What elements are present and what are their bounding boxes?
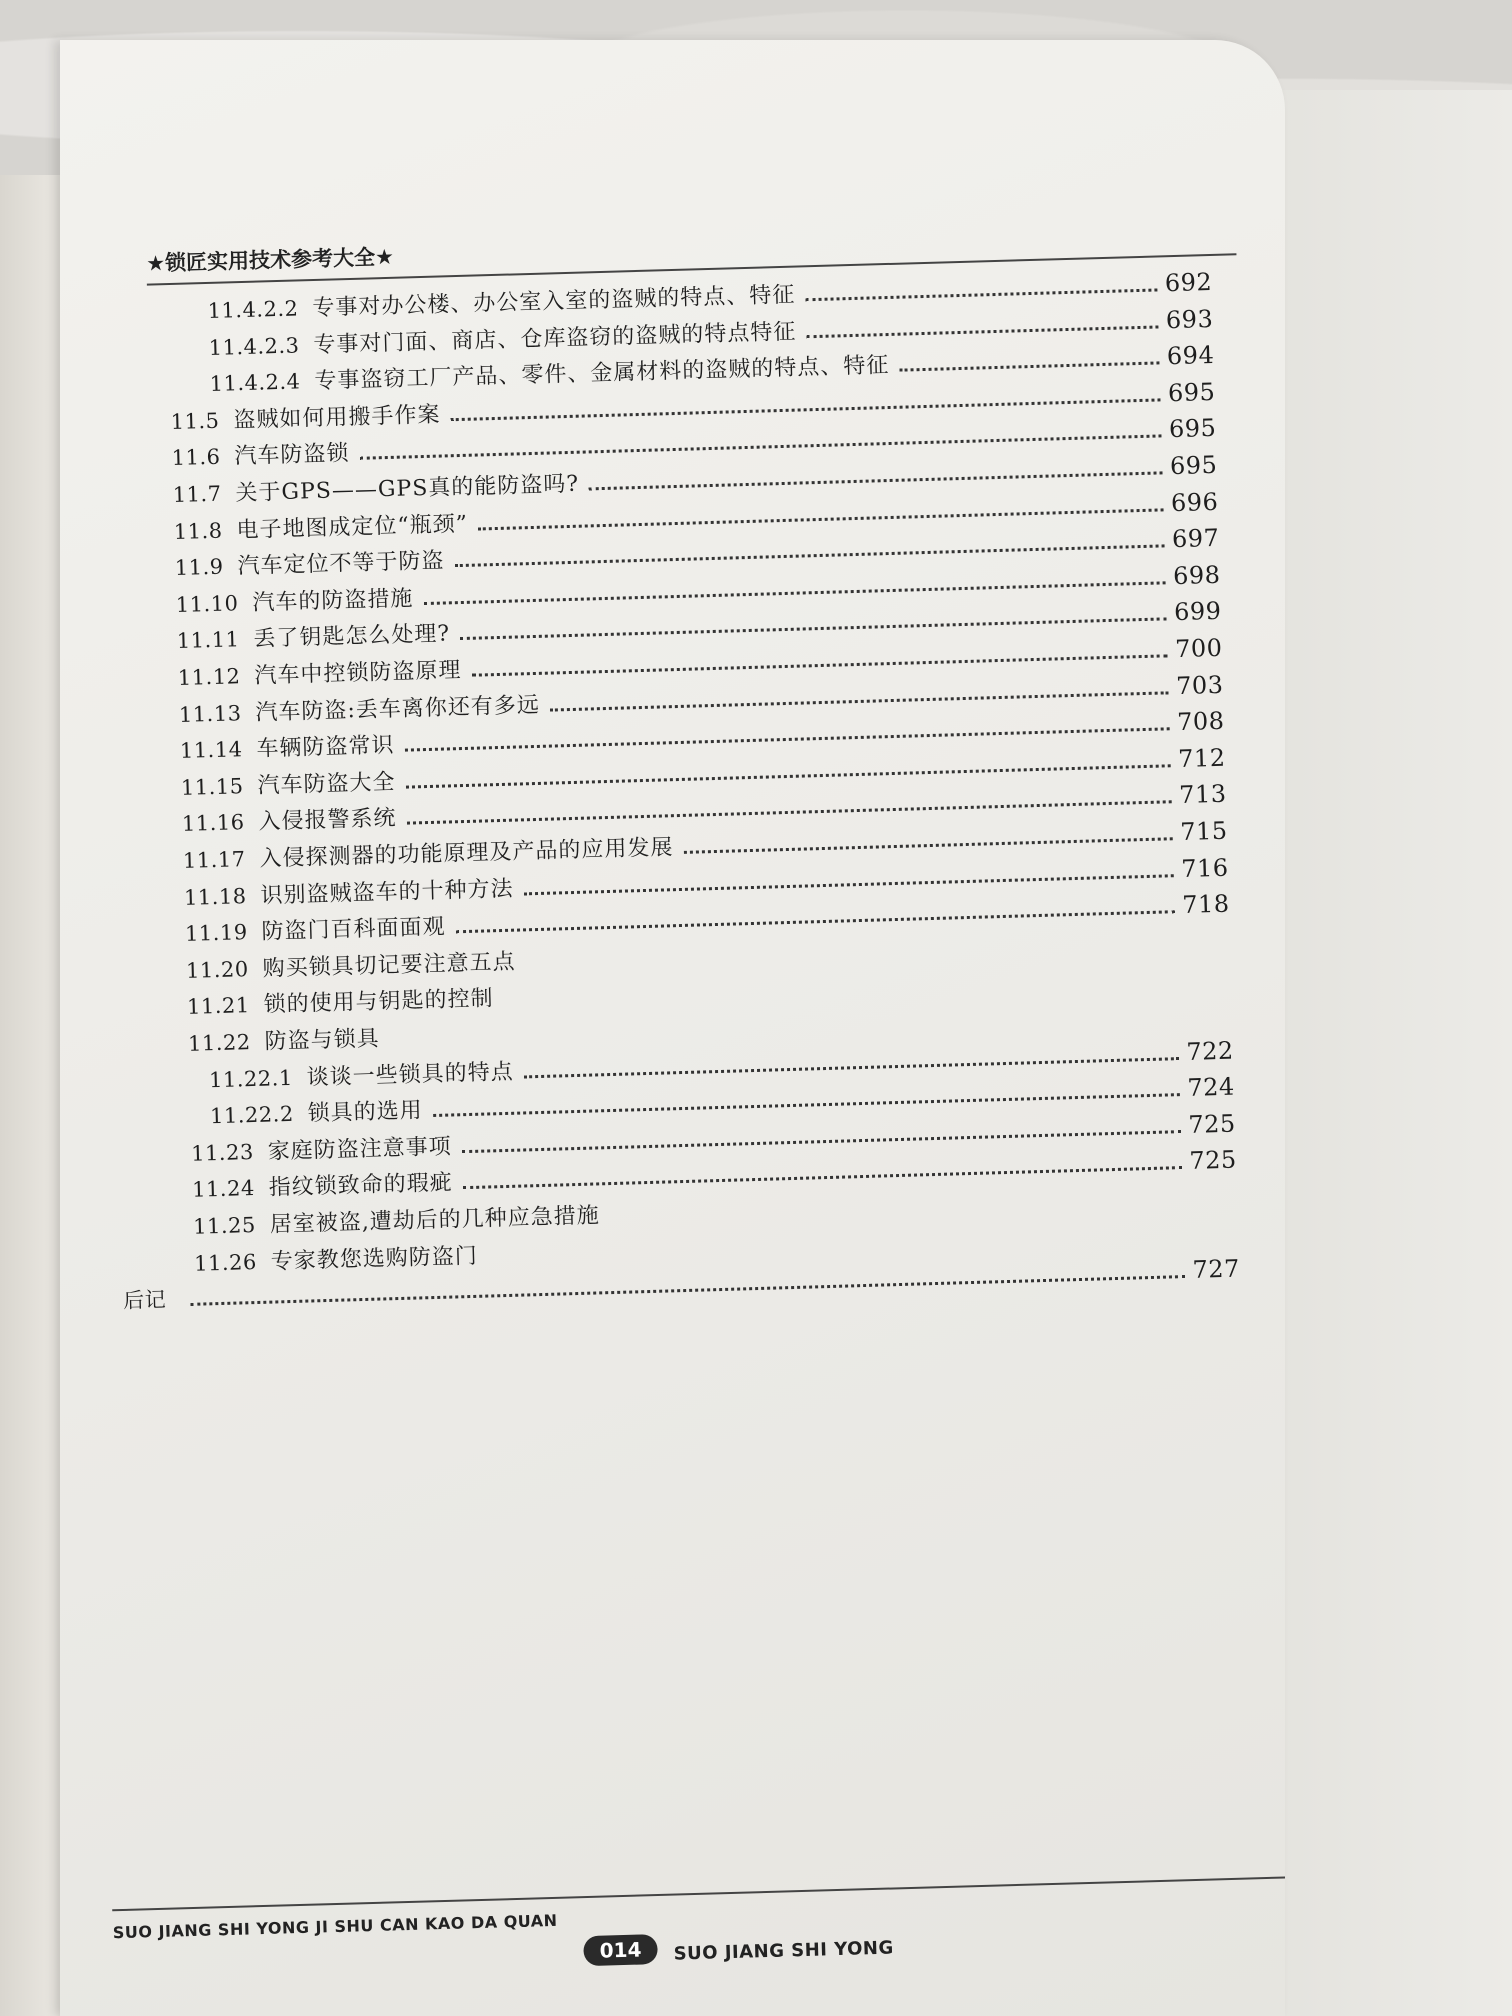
toc-entry-number: 11.12 (177, 664, 241, 690)
toc-entry-number: 11.26 (193, 1249, 258, 1276)
toc-entry-title: 专家教您选购防盗门 (270, 1243, 479, 1275)
toc-entry-number: 11.4.2.2 (207, 296, 299, 323)
toc-entry-title: 关于GPS——GPS真的能防盗吗? (235, 471, 580, 507)
toc-leader-dots (684, 837, 1173, 854)
toc-entry-title: 盗贼如何用搬手作案 (233, 402, 441, 434)
page-number-badge: 014 (583, 1934, 658, 1966)
toc-entry-number: 11.20 (185, 956, 249, 983)
toc-entry-number: 11.14 (179, 737, 243, 764)
toc-entry-number: 后记 (122, 1287, 167, 1313)
toc-entry-page: 712 (1177, 743, 1226, 773)
toc-entry-number: 11.22 (187, 1030, 252, 1056)
toc-entry-page: 725 (1188, 1109, 1237, 1139)
toc-entry-number: 11.10 (175, 591, 239, 617)
toc-entry-page: 697 (1171, 524, 1220, 554)
toc-entry-number: 11.22.2 (209, 1102, 295, 1129)
toc-entry-page: 695 (1167, 377, 1216, 407)
toc-entry-title: 汽车定位不等于防盗 (237, 548, 445, 580)
toc-entry-number: 11.11 (176, 627, 240, 654)
toc-entry-title: 专事对门面、商店、仓库盗窃的盗贼的特点特征 (313, 319, 797, 358)
toc-entry-page: 708 (1176, 706, 1225, 737)
footer-book-title: SUO JIANG SHI YONG JI SHU CAN KAO DA QUAN (112, 1910, 558, 1943)
toc-entry-title: 购买锁具切记要注意五点 (262, 949, 516, 982)
toc-entry-page: 692 (1164, 267, 1213, 298)
toc-leader-dots (805, 288, 1157, 301)
header-title: ★锁匠实用技术参考大全★ (145, 244, 395, 276)
page-content (60, 40, 1285, 2015)
toc-entry-page: 695 (1169, 450, 1218, 481)
book-page (60, 40, 1285, 2016)
toc-entry-number: 11.21 (186, 993, 250, 1020)
toc-entry-page: 700 (1174, 633, 1223, 664)
toc-entry-title: 汽车的防盗措施 (252, 586, 414, 616)
toc-entry-title: 防盗与锁具 (264, 1026, 381, 1055)
toc-entry-title: 丢了钥匙怎么处理? (253, 621, 451, 653)
table-of-contents (60, 40, 1285, 2015)
toc-entry-title: 专事盗窃工厂产品、零件、金属材料的盗贼的特点、特征 (314, 353, 890, 395)
toc-entry-page: 715 (1179, 816, 1228, 847)
toc-entry-number: 11.4.2.3 (208, 333, 300, 360)
toc-leader-dots (190, 1275, 1184, 1306)
toc-entry-page: 716 (1180, 853, 1229, 883)
toc-entry-title: 汽车防盗:丢车离你还有多远 (255, 692, 541, 726)
toc-entry-page: 725 (1189, 1145, 1238, 1176)
toc-entry-page: 713 (1178, 780, 1227, 810)
toc-leader-dots (806, 325, 1158, 338)
toc-entry-number: 11.22.1 (208, 1065, 294, 1092)
footer-book-title-right: SUO JIANG SHI YONG (673, 1937, 895, 1965)
toc-entry-title: 指纹锁致命的瑕疵 (268, 1170, 454, 1202)
toc-entry-number: 11.6 (171, 445, 221, 471)
toc-entry-title: 锁具的选用 (307, 1098, 424, 1127)
toc-entry-title: 入侵探测器的功能原理及产品的应用发展 (259, 835, 674, 872)
toc-entry-number: 11.23 (190, 1139, 255, 1166)
toc-entry-number: 11.18 (183, 883, 247, 910)
toc-entry-number: 11.13 (178, 700, 242, 727)
toc-entry-title: 汽车中控锁防盗原理 (254, 658, 462, 689)
toc-entry-page: 718 (1181, 889, 1230, 920)
toc-entry-number: 11.7 (172, 481, 222, 508)
toc-entry-number: 11.17 (182, 847, 246, 873)
toc-entry-title: 居室被盗,遭劫后的几种应急措施 (269, 1203, 601, 1238)
toc-entry-title: 汽车防盗锁 (234, 441, 350, 470)
toc-entry-number: 11.5 (170, 408, 220, 434)
toc-entry-title: 汽车防盗大全 (257, 769, 396, 799)
toc-entry-number: 11.16 (181, 810, 245, 837)
toc-entry-number: 11.4.2.4 (209, 369, 301, 397)
toc-entry-title: 家庭防盗注意事项 (267, 1134, 453, 1165)
toc-entry-number: 11.15 (180, 773, 244, 800)
toc-entry-page: 727 (1192, 1254, 1241, 1285)
toc-entry-page: 694 (1166, 341, 1215, 371)
toc-entry-page: 695 (1168, 414, 1217, 444)
toc-entry-number: 11.24 (191, 1176, 256, 1203)
toc-entry-number: 11.25 (192, 1213, 257, 1239)
toc-entry-page: 703 (1175, 670, 1224, 700)
toc-entry-title: 防盗门百科面面观 (261, 914, 446, 945)
toc-entry-number: 11.8 (173, 518, 223, 544)
toc-entry-page: 698 (1172, 560, 1221, 590)
toc-entry-title: 车辆防盗常识 (256, 733, 395, 762)
toc-entry-title: 入侵报警系统 (258, 806, 397, 836)
toc-leader-dots (899, 362, 1159, 372)
toc-entry-page: 724 (1187, 1072, 1236, 1103)
toc-entry-page: 699 (1173, 597, 1222, 627)
toc-entry-page: 722 (1185, 1036, 1235, 1066)
toc-entry-number: 11.19 (184, 920, 248, 947)
toc-entry-title: 识别盗贼盗车的十种方法 (260, 876, 514, 909)
toc-entry-title: 电子地图成定位“瓶颈” (236, 511, 469, 543)
toc-entry-number: 11.9 (174, 554, 224, 581)
toc-entry-page: 693 (1165, 304, 1214, 334)
toc-leader-dots (589, 471, 1162, 490)
toc-entry-page: 696 (1170, 487, 1219, 517)
toc-entry-title: 谈谈一些锁具的特点 (306, 1059, 515, 1091)
toc-entry-title: 专事对办公楼、办公室入室的盗贼的特点、特征 (312, 282, 796, 322)
toc-entry-title: 锁的使用与钥匙的控制 (263, 986, 494, 1019)
